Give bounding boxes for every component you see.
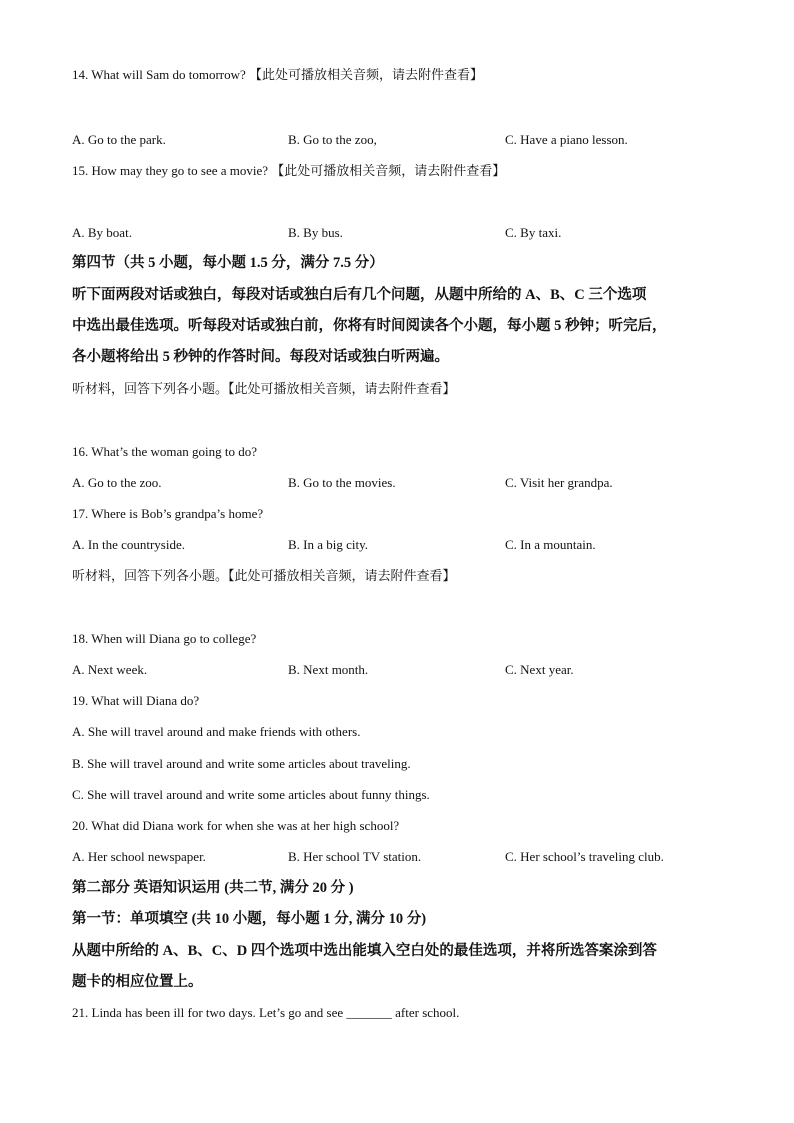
q19-option-b: B. She will travel around and write some articles about traveling. (72, 756, 411, 771)
q16-option-a: A. Go to the zoo. (72, 475, 162, 490)
question-21: 21. Linda has been ill for two days. Let’s go and see _______ after school. (72, 1005, 460, 1020)
q19-option-c: C. She will travel around and write some articles about funny things. (72, 787, 430, 802)
question-20: 20. What did Diana work for when she was at her high school? (72, 818, 400, 833)
q15-option-b: B. By bus. (288, 225, 343, 240)
part-2-instructions-2: 题卡的相应位置上。 (72, 974, 203, 990)
q14-option-b: B. Go to the zoo, (288, 132, 377, 147)
part-2-instructions-1: 从题中所给的 A、B、C、D 四个选项中选出能填入空白处的最佳选项，并将所选答案涂到答 (72, 943, 657, 959)
q18-option-b: B. Next month. (288, 662, 369, 677)
listening-material-2: 听材料，回答下列各小题。【此处可播放相关音频，请去附件查看】 (72, 568, 456, 583)
q18-option-a: A. Next week. (72, 662, 148, 677)
q16-option-c: C. Visit her grandpa. (505, 475, 613, 490)
q14-option-c: C. Have a piano lesson. (505, 132, 628, 147)
q16-option-b: B. Go to the movies. (288, 475, 396, 490)
section-4-instructions-3: 各小题将给出 5 秒钟的作答时间。每段对话或独白听两遍。 (72, 349, 449, 365)
q20-option-a: A. Her school newspaper. (72, 849, 206, 864)
section-4-instructions-2: 中选出最佳选项。听每段对话或独白前，你将有时间阅读各个小题，每小题 5 秒钟；听完后， (72, 318, 667, 334)
q17-option-b: B. In a big city. (288, 537, 369, 552)
q20-option-b: B. Her school TV station. (288, 849, 422, 864)
q15-option-c: C. By taxi. (505, 225, 562, 240)
question-16: 16. What’s the woman going to do? (72, 444, 257, 459)
question-15: 15. How may they go to see a movie? 【此处可播放相关音频，请去附件查看】 (72, 163, 506, 178)
part-2-section-1-title: 第一节：单项填空 (共 10 小题，每小题 1 分, 满分 10 分) (72, 911, 427, 927)
section-4-title: 第四节（共 5 小题，每小题 1.5 分，满分 7.5 分） (72, 255, 384, 271)
question-19: 19. What will Diana do? (72, 693, 200, 708)
question-18: 18. When will Diana go to college? (72, 631, 257, 646)
q18-option-c: C. Next year. (505, 662, 574, 677)
q17-option-a: A. In the countryside. (72, 537, 186, 552)
q20-option-c: C. Her school’s traveling club. (505, 849, 664, 864)
q17-option-c: C. In a mountain. (505, 537, 596, 552)
listening-material-1: 听材料，回答下列各小题。【此处可播放相关音频，请去附件查看】 (72, 381, 456, 396)
question-14: 14. What will Sam do tomorrow? 【此处可播放相关音频，请去附件查看】 (72, 67, 484, 82)
section-4-instructions-1: 听下面两段对话或独白，每段对话或独白后有几个问题，从题中所给的 A、B、C 三个选项 (72, 287, 647, 303)
q15-option-a: A. By boat. (72, 225, 132, 240)
q19-option-a: A. She will travel around and make friends with others. (72, 724, 361, 739)
q14-option-a: A. Go to the park. (72, 132, 166, 147)
part-2-title: 第二部分 英语知识运用 (共二节, 满分 20 分 ) (72, 880, 354, 896)
question-17: 17. Where is Bob’s grandpa’s home? (72, 506, 264, 521)
